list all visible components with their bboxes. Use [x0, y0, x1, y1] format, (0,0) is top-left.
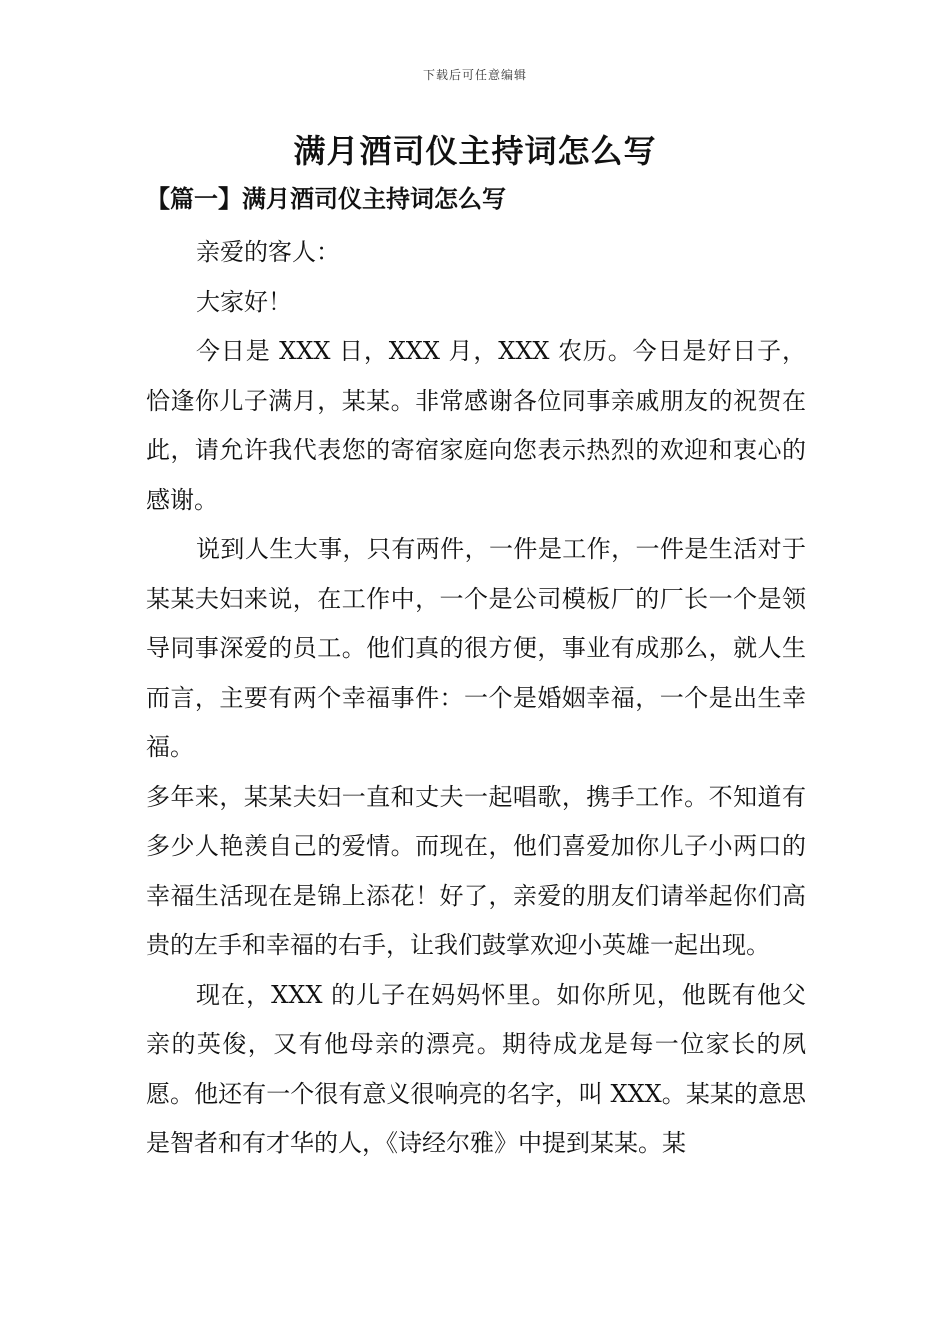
section-heading: 【篇一】满月酒司仪主持词怎么写: [146, 184, 506, 213]
paragraph-hello: 大家好！: [196, 287, 292, 316]
paragraph-date: 今日是 XXX 日，XXX 月，XXX 农历。今日是好日子，恰逢你儿子满月，某某。非常感谢各位同事亲戚朋友的祝贺在此，请允许我代表您的寄宿家庭向您表示热烈的欢迎和衷心的感谢。: [146, 337, 806, 514]
paragraph-life-events: 说到人生大事，只有两件，一件是工作，一件是生活对于某某夫妇来说，在工作中，一个是公司模板厂的厂长一个是领导同事深爱的员工。他们真的很方便，事业有成那么，就人生而言，主要有两个幸福事件：一个是婚姻幸福，一个是出生幸福。: [146, 535, 806, 761]
paragraph-son: 现在，XXX 的儿子在妈妈怀里。如你所见，他既有他父亲的英俊，又有他母亲的漂亮。期待成龙是每一位家长的夙愿。他还有一个很有意义很响亮的名字，叫 XXX。某某的意思是智者和有才华的人，《诗经尔雅》中提到某某。某: [146, 980, 806, 1157]
document-body: [146, 228, 806, 1169]
paragraph-couple: 多年来，某某夫妇一直和丈夫一起唱歌，携手工作。不知道有多少人艳羡自己的爱情。而现在，他们喜爱加你儿子小两口的幸福生活现在是锦上添花！好了，亲爱的朋友们请举起你们高贵的左手和幸福的右手，让我们鼓掌欢迎小英雄一起出现。: [146, 782, 806, 959]
paragraph-greeting: 亲爱的客人：: [196, 238, 340, 266]
document-title: 满月酒司仪主持词怎么写: [293, 132, 657, 170]
header-note: 下载后可任意编辑: [422, 68, 527, 82]
